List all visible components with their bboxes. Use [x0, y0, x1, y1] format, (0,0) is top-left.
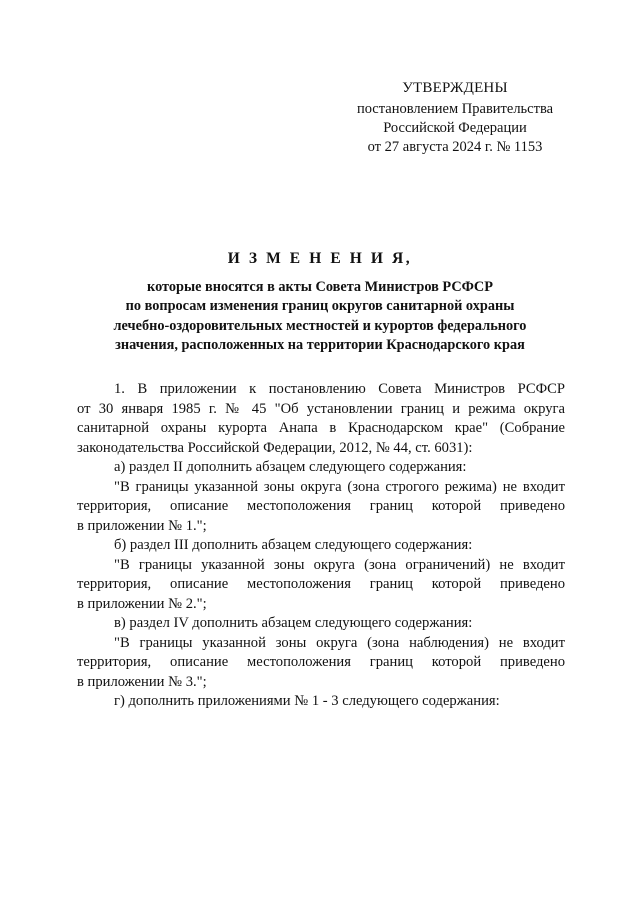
item-b-intro	[77, 536, 565, 556]
approval-line-1: постановлением Правительства	[356, 101, 554, 117]
item-b-quote-line-2: территория, описание местоположения границ которой приведено	[77, 576, 565, 592]
item-b-quote-line-1: "В границы указанной зоны округа (зона ограничений) не входит	[114, 556, 565, 573]
paragraph-1-line-2: от 30 января 1985 г. № 45 "Об установлении границ и режима округа	[77, 400, 565, 417]
heading-line-4: значения, расположенных на территории Краснодарского края	[115, 336, 525, 353]
item-b-quote-line-3: в приложении № 2.";	[77, 595, 207, 612]
item-a-intro	[77, 458, 565, 478]
item-b-intro-text: б) раздел III дополнить абзацем следующего содержания:	[114, 537, 473, 553]
item-c-intro	[77, 614, 565, 634]
document-title: И З М Е Н Е Н И Я,	[227, 250, 413, 267]
item-c-quote-line-1: "В границы указанной зоны округа (зона наблюдения) не входит	[114, 634, 565, 651]
item-c-quote-line-2: территория, описание местоположения границ которой приведено	[77, 654, 565, 670]
item-a-quote-line-2: территория, описание местоположения границ которой приведено	[77, 498, 565, 514]
item-d-intro	[77, 692, 565, 712]
item-c-quote-line-3: в приложении № 3.";	[77, 673, 207, 690]
item-a-quote-line-3: в приложении № 1.";	[77, 517, 207, 534]
item-d-intro-text: г) дополнить приложениями № 1 - 3 следующего содержания:	[114, 693, 500, 709]
approval-line-3: от 27 августа 2024 г. № 1153	[367, 139, 543, 155]
item-a-intro-text: а) раздел II дополнить абзацем следующего содержания:	[114, 459, 467, 475]
heading-line-1: которые вносятся в акты Совета Министров РСФСР	[147, 279, 493, 295]
item-c-quote	[77, 634, 565, 693]
approval-title: УТВЕРЖДЕНЫ	[402, 80, 508, 96]
approval-line-2: Российской Федерации	[383, 120, 527, 136]
item-b-quote	[77, 556, 565, 615]
paragraph-1-line-3: санитарной охраны курорта Анапа в Краснодарском крае" (Собрание	[77, 420, 565, 436]
paragraph-1-line-4: законодательства Российской Федерации, 2012, № 44, ст. 6031):	[77, 439, 473, 456]
approval-stamp	[330, 79, 580, 157]
item-c-intro-text: в) раздел IV дополнить абзацем следующего содержания:	[114, 615, 473, 631]
heading-line-2: по вопросам изменения границ округов санитарной охраны	[125, 298, 515, 315]
item-a-quote	[77, 478, 565, 537]
item-a-quote-line-1: "В границы указанной зоны округа (зона строгого режима) не входит	[114, 478, 565, 495]
paragraph-1-line-1: 1. В приложении к постановлению Совета Министров РСФСР	[114, 381, 565, 397]
heading-line-3: лечебно-оздоровительных местностей и курортов федерального	[113, 317, 527, 334]
paragraph-1	[77, 380, 565, 458]
document-heading	[70, 249, 570, 355]
document-body	[77, 380, 565, 712]
